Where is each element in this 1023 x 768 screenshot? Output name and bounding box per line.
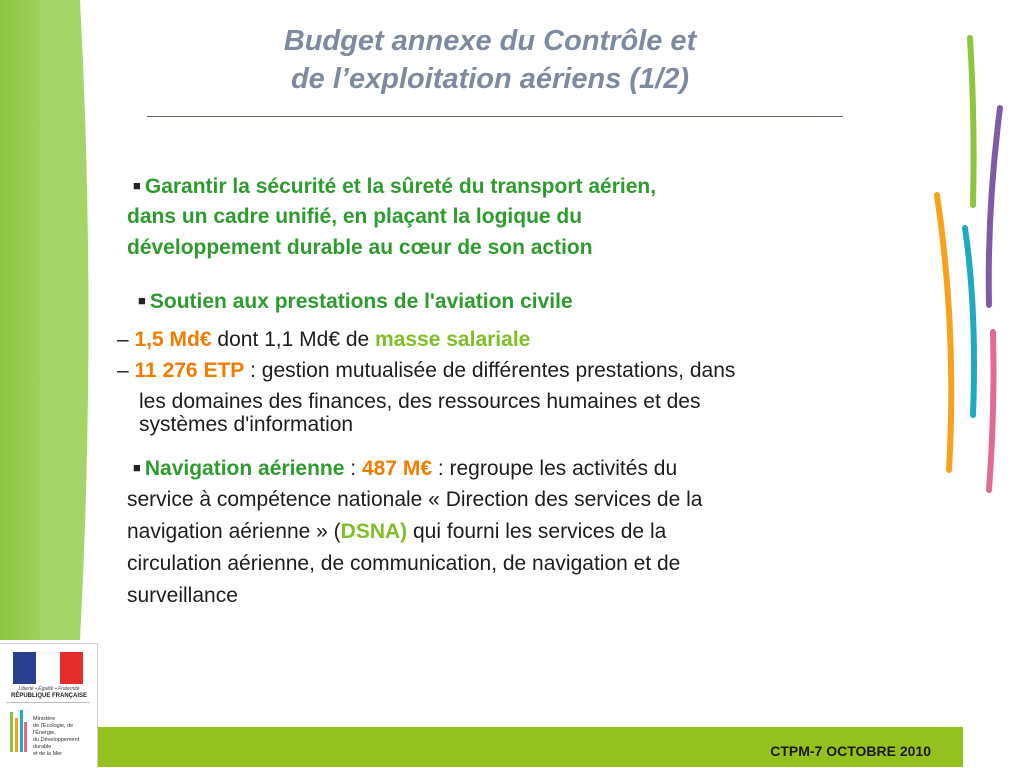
republic-name: RÉPUBLIQUE FRANÇAISE	[10, 693, 87, 699]
decorative-stripes	[925, 30, 1015, 510]
bullet3-line2: service à compétence nationale « Direction des services de la	[127, 488, 703, 511]
bullet3-line4: circulation aérienne, de communication, de navigation et de	[127, 552, 681, 575]
bullet-square-icon: ■	[138, 293, 146, 308]
slide-title-line2: de l’exploitation aériens (1/2)	[290, 63, 690, 95]
slide-title-line1: Budget annexe du Contrôle et	[283, 25, 697, 57]
footer-date: CTPM-7 OCTOBRE 2010	[770, 743, 931, 759]
ministry-mark-icon	[8, 708, 28, 758]
bullet2: ■ Soutien aux prestations de l'aviation civile	[138, 290, 573, 313]
bullet3-line3: navigation aérienne » (DSNA) qui fourni les services de la	[127, 520, 667, 543]
logo-separator	[6, 702, 90, 703]
sub-item-1: – 1,5 Md€ dont 1,1 Md€ de masse salariale	[117, 328, 531, 351]
bullet-square-icon: ■	[133, 178, 141, 193]
bullet1-line2: dans un cadre unifié, en plaçant la logique du	[127, 205, 583, 228]
sub-item-2-line3: systèmes d'information	[139, 413, 354, 436]
slide-title	[150, 22, 830, 98]
bullet-square-icon: ■	[133, 460, 141, 475]
marianne-flag-icon	[13, 652, 83, 684]
republic-motto: Liberté • Égalité • Fraternité	[18, 686, 80, 692]
bullet3-line1: ■ Navigation aérienne : 487 M€ : regroupe les activités du	[133, 457, 678, 480]
sub-item-2-line1: – 11 276 ETP : gestion mutualisée de différentes prestations, dans	[117, 359, 736, 382]
bullet3-line5: surveillance	[127, 584, 238, 607]
bullet1-line1: ■ Garantir la sécurité et la sûreté du transport aérien,	[133, 175, 657, 198]
bullet1-line3: développement durable au cœur de son action	[127, 236, 593, 259]
sub-item-2-line2: les domaines des finances, des ressources humaines et des	[139, 390, 701, 413]
ministry-name: Ministère de l'Écologie, de l'Énergie, du Développement durable et de la Mer	[33, 716, 80, 757]
title-divider	[147, 116, 843, 117]
